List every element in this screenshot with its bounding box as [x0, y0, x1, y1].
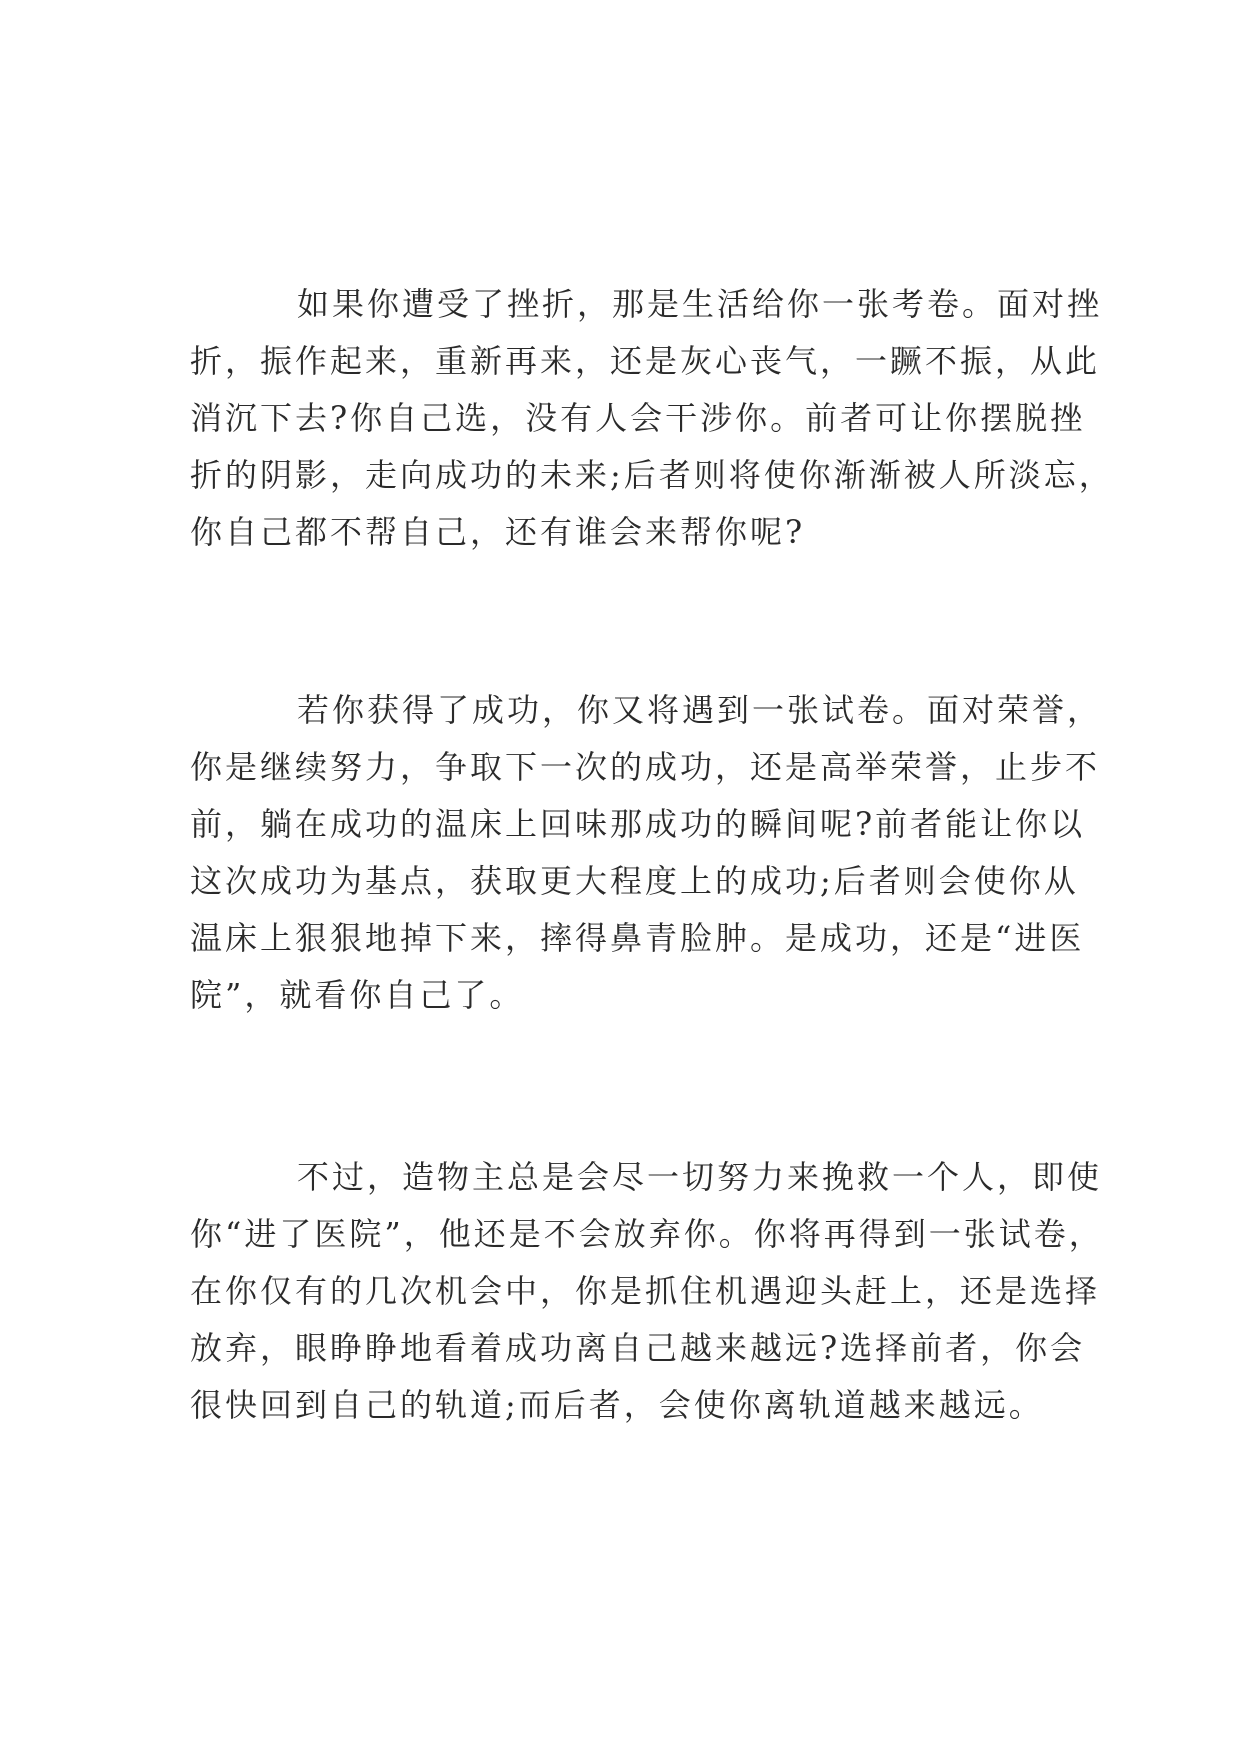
paragraph-1 [190, 276, 1114, 561]
paragraph-line: 很快回到自己的轨道;而后者，会使你离轨道越来越远。 [190, 1386, 1044, 1424]
paragraph-line: 温床上狠狠地掉下来，摔得鼻青脸肿。是成功，还是“进医 [190, 919, 1085, 957]
paragraph-line: 消沉下去?你自己选，没有人会干涉你。前者可让你摆脱挫 [190, 399, 1086, 437]
paragraph-3 [190, 1149, 1104, 1434]
paragraph-line: 前，躺在成功的温床上回味那成功的瞬间呢?前者能让你以 [190, 805, 1086, 843]
paragraph-line: 在你仅有的几次机会中，你是抓住机遇迎头赶上，还是选择 [190, 1272, 1101, 1310]
paragraph-line: 如果你遭受了挫折，那是生活给你一张考卷。面对挫 [297, 285, 1103, 323]
paragraph-line: 这次成功为基点，获取更大程度上的成功;后者则会使你从 [190, 862, 1079, 900]
paragraph-line: 折，振作起来，重新再来，还是灰心丧气，一蹶不振，从此 [190, 342, 1101, 380]
paragraph-line: 你“进了医院”，他还是不会放弃你。你将再得到一张试卷， [190, 1215, 1104, 1253]
paragraph-line: 你自己都不帮自己，还有谁会来帮你呢? [190, 513, 806, 551]
paragraph-2 [190, 682, 1103, 1024]
paragraph-line: 不过，造物主总是会尽一切努力来挽救一个人，即使 [297, 1158, 1103, 1196]
paragraph-line: 折的阴影，走向成功的未来;后者则将使你渐渐被人所淡忘， [190, 456, 1114, 494]
paragraph-line: 放弃，眼睁睁地看着成功离自己越来越远?选择前者，你会 [190, 1329, 1086, 1367]
paragraph-line: 若你获得了成功，你又将遇到一张试卷。面对荣誉， [297, 691, 1103, 729]
paragraph-line: 院”，就看你自己了。 [190, 976, 525, 1014]
paragraph-line: 你是继续努力，争取下一次的成功，还是高举荣誉，止步不 [190, 748, 1101, 786]
